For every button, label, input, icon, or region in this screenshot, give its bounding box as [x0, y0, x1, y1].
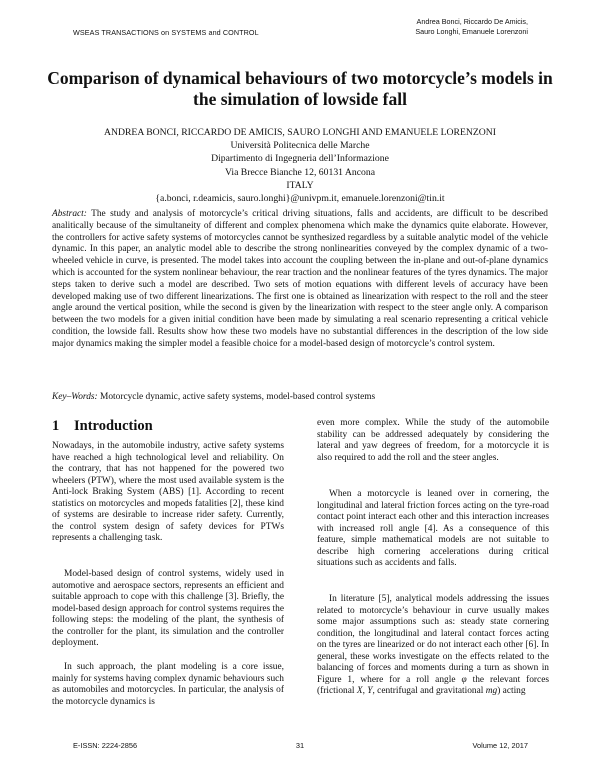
affiliation-university: Università Politecnica delle Marche — [230, 140, 370, 152]
affiliation-address: Via Brecce Bianche 12, 60131 Ancona — [224, 166, 376, 178]
intro-paragraph-2: Model-based design of control systems, widely used in automotive and aerospace sectors, represents an efficient and suitable approach to cope with this challenge [3]. Briefly, the model-based design approach for control systems requires the following steps: the modeling of the plant, the synthesis of the controller for the plant, its simulation and the controller deployment. — [52, 569, 284, 649]
intro-paragraph-4: even more complex. While the study of the automobile stability can be addressed adequately by considering the lateral and yaw degrees of freedom, for a motorcycle it is also required to add the roll and the steer angles. — [317, 418, 549, 463]
abstract-text: The study and analysis of motorcycle’s critical driving situations, falls and accidents, are difficult to be described analitically because of the simultaneity of different and complex phenomena which make the dynamics quite elaborate. However, the controllers for active safety systems of motorcycles cannot be synthesized regardless by a suitable analytic model of the vehicle dynamic. In this paper, an analytic model able to describe the strong nonlinearities conveyed by the complex dynamic of a two-wheeled vehicle in curve, is presented. The model takes into account the coupling between the in-plane and out-of-plane dynamics which is accounted for the system nonlinear behaviour, the rear traction and the nonlinear features of the tyres dynamics. The major steps taken to derive such a model are described. Two sets of motion equations with different levels of accuracy have been developed making use of two different linearizations. The first one is obtained as linearization with respect to the roll and the steer angle around the vertical position, while the second is given by the linearization with respect to the steer angle only. A comparison between the two models for a given initial condition have been made by simulating a real scenario representing a critical vehicle condition, the lowside fall. Results show how these two models have no substantial differences in the description of the low side major dynamics making the simpler model a feasible choice for a model-based design of motorcycle’s control system. — [52, 209, 548, 349]
affiliation-department: Dipartimento di Ingegneria dell’Informazione — [211, 153, 389, 165]
paper-title-line1: Comparison of dynamical behaviours of two motorcycle’s models in — [47, 68, 553, 88]
section-title: Introduction — [74, 418, 153, 434]
symbol-x: X — [356, 686, 363, 697]
footer-page-number: 31 — [295, 741, 305, 750]
running-header-authors-line2: Sauro Longhi, Emanuele Lorenzoni — [415, 27, 528, 36]
symbol-phi: φ — [461, 674, 467, 685]
symbol-mg: mg — [485, 686, 498, 697]
paper-title — [40, 68, 560, 110]
running-header-journal: WSEAS TRANSACTIONS on SYSTEMS and CONTROL — [73, 28, 259, 37]
intro-paragraph-5: When a motorcycle is leaned over in cornering, the longitudinal and lateral friction forces acting on the tyre-road contact point interact each other and this interaction increases with increased roll angle [4]. As a consequence of this feature, simple mathematical models are not suitable to describe high cornering accelerations during critical situations such as accidents and falls. — [317, 489, 549, 569]
author-names: ANDREA BONCI, RICCARDO DE AMICIS, SAURO LONGHI AND EMANUELE LORENZONI — [103, 127, 497, 138]
footer-volume: Volume 12, 2017 — [472, 741, 528, 750]
intro-paragraph-3: In such approach, the plant modeling is a core issue, mainly for systems having complex dynamic behaviours such as automobiles and motorcycles. In particular, the analysis of the motorcycle dynamics is — [52, 662, 284, 707]
intro-paragraph-6-text-c: , centrifugal and gravitational — [372, 686, 484, 697]
symbol-comma: , — [362, 686, 365, 697]
affiliation-country: ITALY — [286, 179, 314, 191]
intro-paragraph-6-text-d: ) acting — [497, 686, 526, 697]
intro-paragraph-6-text-a: In literature [5], analytical models addressing the issues related to motorcycle’s behaviour in curve usually makes some major assumptions such as: steady state cornering condition, the longitudinal and lateral contact forces acting on the tyres are linearized or do not interact each other [6]. In general, these works investigate on the effects related to the balancing of forces and moments during a turn as shown in Figure 1, where for a roll angle — [317, 594, 549, 685]
paper-title-line2: the simulation of lowside fall — [193, 89, 407, 109]
keywords-text: Motorcycle dynamic, active safety systems, model-based control systems — [100, 392, 376, 402]
author-block — [40, 126, 560, 205]
section-heading — [52, 418, 153, 435]
intro-paragraph-6 — [317, 594, 549, 698]
abstract — [52, 209, 548, 351]
symbol-y: Y — [367, 686, 373, 697]
section-number: 1 — [52, 418, 60, 434]
author-emails: {a.bonci, r.deamicis, sauro.longhi}@univpm.it, emanuele.lorenzoni@tin.it — [155, 193, 445, 205]
footer-issn: E-ISSN: 2224-2856 — [73, 741, 138, 750]
running-header-authors — [415, 17, 528, 37]
keywords-label: Key–Words: — [52, 392, 98, 402]
running-header-authors-line1: Andrea Bonci, Riccardo De Amicis, — [416, 17, 528, 26]
keywords — [52, 391, 548, 403]
intro-paragraph-1: Nowadays, in the automobile industry, active safety systems have reached a high technological level and reliability. On the contrary, that has not happened for the powered two wheelers (PTW), where the most used available system is the Anti-lock Braking System (ABS) [1]. According to recent statistics on motorcycles and mopeds fatalities [2], these kind of systems are desirable to increase rider safety. Currently, the control system design of safety devices for PTWs represents a challenging task. — [52, 441, 284, 544]
abstract-label: Abstract: — [52, 209, 87, 219]
intro-paragraph-6-text-b: the relevant forces (frictional — [317, 674, 550, 697]
